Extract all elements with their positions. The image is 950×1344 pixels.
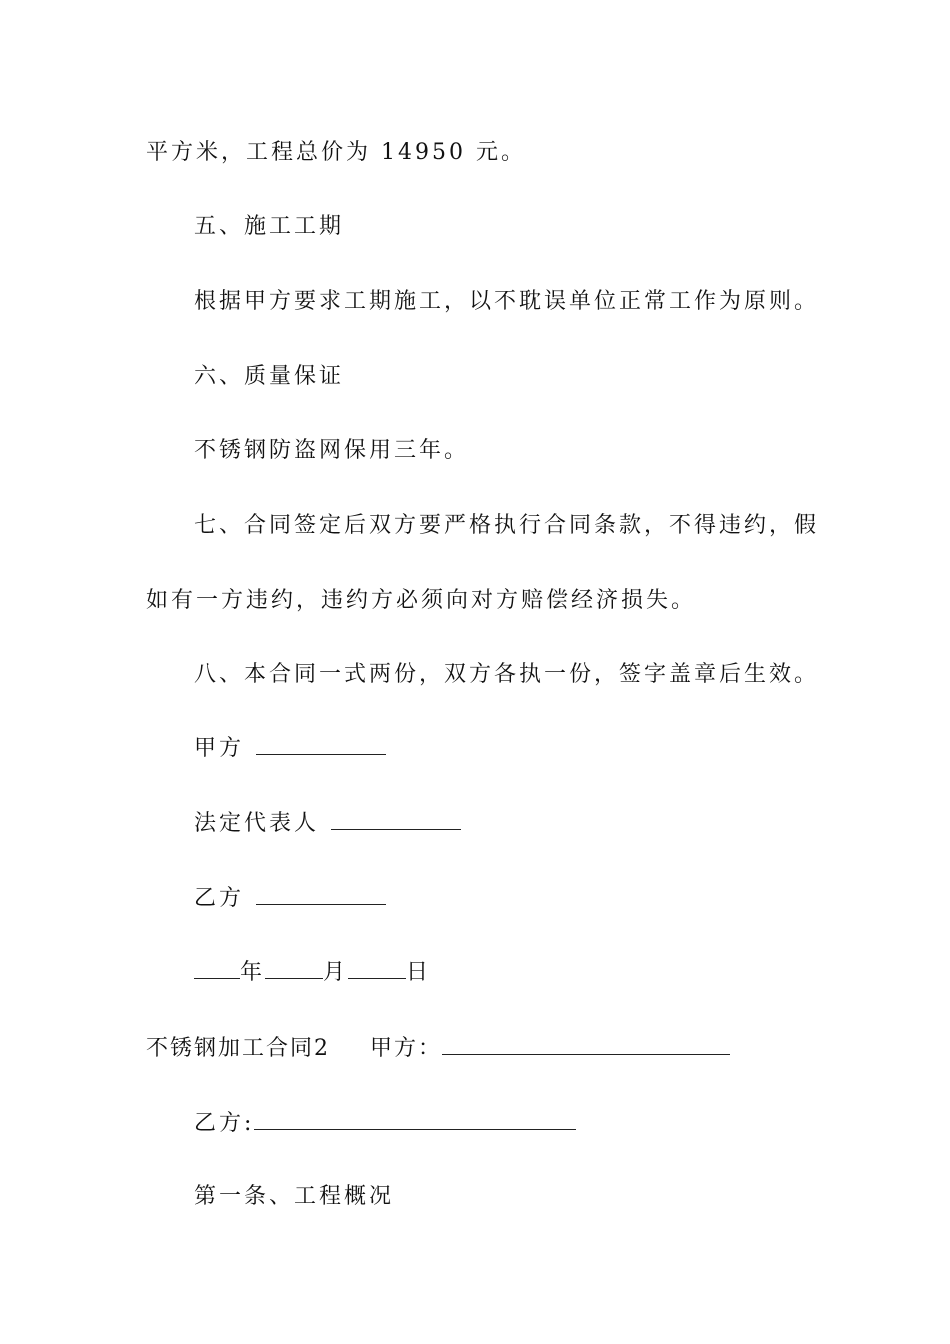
legal-rep-blank	[331, 809, 461, 830]
date-month-label: 月	[323, 960, 349, 985]
legal-rep-signature-row	[194, 809, 461, 839]
contract2-party-b-label: 乙方:	[194, 1111, 255, 1136]
section-heading-schedule: 五、施工工期	[194, 214, 345, 239]
party-a-blank	[256, 734, 386, 755]
paragraph-line: 根据甲方要求工期施工，以不耽误单位正常工作为原则。	[194, 289, 820, 314]
party-b-signature-row	[194, 884, 386, 914]
party-a-label: 甲方	[194, 736, 245, 761]
contract2-header-row	[146, 1034, 730, 1064]
party-a-signature-row	[194, 734, 386, 764]
day-blank	[348, 958, 406, 979]
contract2-party-b-blank	[254, 1109, 576, 1130]
month-blank	[265, 958, 323, 979]
section-heading-quality: 六、质量保证	[194, 364, 345, 389]
contract2-party-a-blank	[442, 1034, 730, 1055]
party-b-blank	[256, 884, 386, 905]
date-year-label: 年	[240, 960, 266, 985]
contract2-party-b-row	[194, 1109, 576, 1139]
contract2-title: 不锈钢加工合同2	[146, 1036, 330, 1061]
date-row	[194, 958, 431, 988]
contract2-party-a-label: 甲方：	[370, 1036, 443, 1061]
paragraph-line: 不锈钢防盗网保用三年。	[194, 438, 470, 463]
contract2-article-1-heading: 第一条、工程概况	[194, 1184, 395, 1209]
party-b-label: 乙方	[194, 886, 245, 911]
paragraph-line: 平方米，工程总价为 14950 元。	[146, 140, 526, 165]
date-day-label: 日	[406, 960, 432, 985]
paragraph-line: 八、本合同一式两份，双方各执一份，签字盖章后生效。	[194, 662, 820, 687]
paragraph-line: 如有一方违约，违约方必须向对方赔偿经济损失。	[146, 588, 697, 613]
year-blank	[194, 958, 240, 979]
paragraph-line: 七、合同签定后双方要严格执行合同条款，不得违约，假	[194, 513, 820, 538]
legal-rep-label: 法定代表人	[194, 811, 320, 836]
